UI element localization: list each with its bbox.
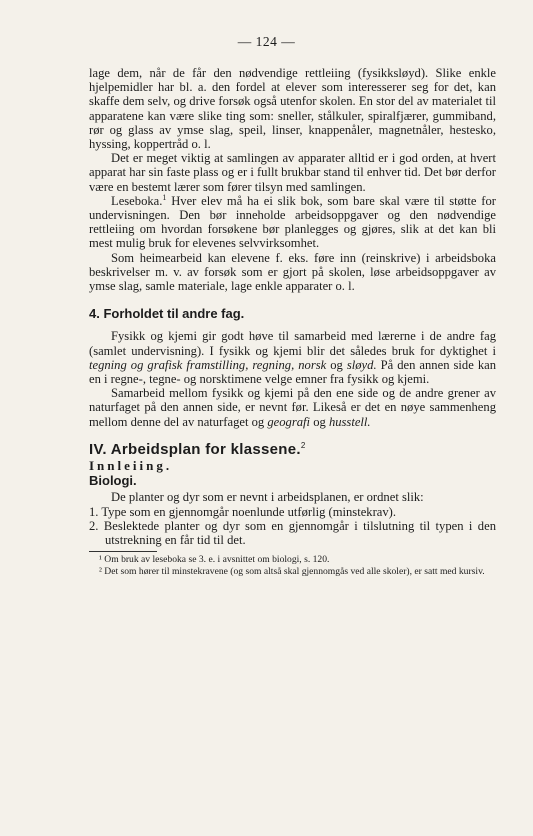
list-item: 2. Beslektede planter og dyr som en gjennomgår i tilslutning til typen i den utstrekning en får tid til det. <box>89 518 496 548</box>
page-body <box>89 66 496 578</box>
italic-text: husstell. <box>328 414 371 429</box>
paragraph <box>89 194 496 251</box>
paragraph-text: Samarbeid mellom fysikk og kjemi på den ene side og de andre grener av naturfaget på den annen side, er nevnt før. Likeså er det en nøye sammenheng mellom denne del av naturfaget og <box>89 386 496 429</box>
paragraph: Som heimearbeid kan elevene f. eks. føre inn (reinskrive) i arbeidsboka beskrivelser m. v. av forsøk som er gjort på skolen, løse arbeidsoppgaver av ymse slag, samle materiale, lage enkle apparater o. l. <box>89 250 496 294</box>
paragraph: De planter og dyr som er nevnt i arbeidsplanen, er ordnet slik: <box>111 490 424 505</box>
footnote: ² Det som hører til minstekravene (og som altså skal gjennomgås ved alle skoler), er satt med kursiv. <box>99 566 485 578</box>
section-heading: 4. Forholdet til andre fag. <box>89 306 245 322</box>
paragraph-lead: Leseboka. <box>111 193 163 208</box>
italic-text: geografi <box>267 414 311 429</box>
list-item: 1. Type som en gjennomgår noenlunde utførlig (minstekrav). <box>89 504 397 519</box>
footnotes <box>89 554 496 578</box>
footnote-marker: 1 <box>162 192 167 202</box>
footnote-divider <box>89 551 157 552</box>
paragraph <box>89 329 496 386</box>
paragraph: Det er meget viktig at samlingen av apparater alltid er i god orden, at hvert apparat har sin faste plass og er i fullt brukbar stand til enhver tid. Det bør derfor være en bestemt lærer som fører tilsyn med samlingen. <box>89 151 496 194</box>
paragraph-text: Hver elev må ha ei slik bok, som bare skal være til støtte for undervisningen. Den bør inneholde arbeidsoppgaver og den nødvendige rettleiing om hvordan forsøkene bør planlegges og gjøres, slik at det kan bli mest mulig bruk for elevenes selvvirksomhet. <box>89 193 496 251</box>
footnote-marker: 2 <box>300 440 306 450</box>
paragraph <box>89 386 496 429</box>
subheading-biologi: Biologi. <box>89 473 137 489</box>
footnote: ¹ Om bruk av leseboka se 3. e. i avsnittet om biologi, s. 120. <box>99 554 330 566</box>
italic-text: sløyd. <box>346 357 377 372</box>
paragraph-text: På den annen side kan en i regne-, tegne- og norsktimene velge emner fra fysikk og kjemi. <box>89 357 497 387</box>
paragraph-text: og <box>310 414 329 429</box>
paragraph-text: Fysikk og kjemi gir godt høve til samarbeid med lærerne i de andre fag (samlet undervisning). I fysikk og kjemi blir det således bruk for dyktighet i <box>89 329 496 358</box>
subheading-innleiing: Innleiing. <box>89 458 173 474</box>
page-number: — 124 — <box>237 34 296 49</box>
italic-text: tegning og grafisk framstilling, regning, norsk <box>89 357 327 372</box>
paragraph: lage dem, når de får den nødvendige rettleiing (fysikksløyd). Slike enkle hjelpemidler har bl. a. den fordel at elever som interesserer seg for det, kan skaffe dem selv, og drive forsøk også utenfor skolen. En stor del av materialet til apparatene kan være slike ting som: sneller, stålkuler, spiralfjærer, gummiband, rør og glass av ymse slag, speil, linser, knappenåler, magnetnåler, hestesko, hyssing, koppertråd o. l. <box>89 66 496 152</box>
chapter-heading <box>89 440 496 458</box>
chapter-title: IV. Arbeidsplan for klassene. <box>89 440 301 458</box>
paragraph-text: og <box>326 357 347 372</box>
